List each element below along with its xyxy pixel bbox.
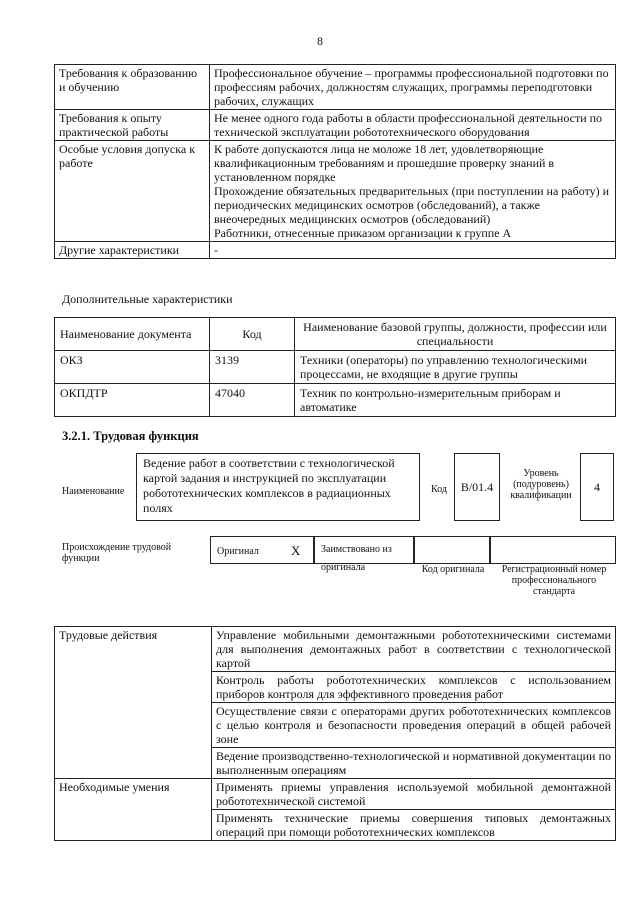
actions-table [54, 626, 616, 841]
table-row [55, 65, 616, 110]
row-label: Требования к образованию и обучению [55, 65, 210, 110]
row-label: Требования к опыту практической работы [55, 110, 210, 141]
table-row [55, 141, 616, 242]
level-label: Уровень (подуровень) квалификации [510, 468, 572, 501]
function-name: Ведение работ в соответствии с технологической картой задания и инструкцией по эксплуатации робототехнических комплексов в радиационных полях [136, 453, 420, 521]
row-value: Профессиональное обучение – программы профессиональной подготовки по профессиям рабочих, должностям служащих, программы переподготовки рабочих, служащих [210, 65, 616, 110]
page-number: 8 [317, 34, 323, 48]
section-heading: 3.2.1. Трудовая функция [62, 429, 199, 443]
column-header: Наименование документа [55, 318, 210, 351]
cell: ОКПДТР [55, 384, 210, 417]
skill-item: Применять приемы управления используемой мобильной демонтажной робототехнической системой [212, 779, 616, 810]
skill-item: Применять технические приемы совершения типовых демонтажных операций при помощи робототехнических комплексов [212, 810, 616, 841]
skills-label: Необходимые умения [55, 779, 212, 841]
action-item: Контроль работы робототехнических комплексов с использованием приборов контроля для эффективного проведения работ [212, 672, 616, 703]
cell: ОКЗ [55, 351, 210, 384]
borrowed-cell [314, 536, 414, 573]
actions-label: Трудовые действия [55, 627, 212, 779]
table-row [55, 384, 616, 417]
action-item: Ведение производственно-технологической и нормативной документации по выполненным операциям [212, 748, 616, 779]
value-line: Работники, отнесенные приказом организации к группе А [214, 226, 512, 240]
column-header: Код [210, 318, 295, 351]
code-original-cell [414, 536, 490, 564]
table-header-row [55, 318, 616, 351]
reg-number-cell [490, 536, 616, 564]
code-label: Код [431, 484, 447, 495]
column-header: Наименование базовой группы, должности, профессии или специальности [295, 318, 616, 351]
reg-number-label: Регистрационный номер профессионального стандарта [501, 564, 607, 597]
table-row [55, 242, 616, 259]
row-value: - [210, 242, 616, 259]
table-row [55, 627, 616, 672]
action-item: Осуществление связи с операторами других робототехнических комплексов с целью контроля и безопасности проведения операций в общей рабочей зоне [212, 703, 616, 748]
cell: 3139 [210, 351, 295, 384]
original-label: Оригинал [217, 546, 259, 557]
table-row [55, 351, 616, 384]
table-row [55, 110, 616, 141]
cell: Техник по контрольно-измерительным приборам и автоматике [295, 384, 616, 417]
original-mark: X [291, 543, 301, 558]
cell: 47040 [210, 384, 295, 417]
additional-table [54, 317, 616, 417]
row-label: Другие характеристики [55, 242, 210, 259]
borrowed-label: Заимствовано из оригинала [321, 544, 392, 573]
cell: Техники (операторы) по управлению технологическими процессами, не входящие в другие группы [295, 351, 616, 384]
value-line: К работе допускаются лица не моложе 18 лет, удовлетворяющие квалификационным требованиям и прошедшие проверку знаний в установленном порядке [214, 142, 555, 184]
level-value: 4 [580, 453, 614, 521]
row-label: Особые условия допуска к работе [55, 141, 210, 242]
name-label: Наименование [62, 486, 125, 497]
code-value: B/01.4 [454, 453, 500, 521]
row-value [210, 141, 616, 242]
code-original-label: Код оригинала [421, 564, 485, 575]
value-line: Прохождение обязательных предварительных (при поступлении на работу) и периодических медицинских осмотров (обследований), а также внеочередных медицинских осмотров (обследований) [214, 184, 610, 226]
action-item: Управление мобильными демонтажными робототехническими системами для выполнения демонтажных работ в соответствии с технологической картой [212, 627, 616, 672]
requirements-table [54, 64, 616, 259]
table-row [55, 779, 616, 810]
origin-label: Происхождение трудовой функции [62, 542, 172, 564]
additional-heading: Дополнительные характеристики [62, 292, 233, 306]
original-cell [210, 536, 314, 564]
row-value: Не менее одного года работы в области профессиональной деятельности по технической эксплуатации робототехнического оборудования [210, 110, 616, 141]
